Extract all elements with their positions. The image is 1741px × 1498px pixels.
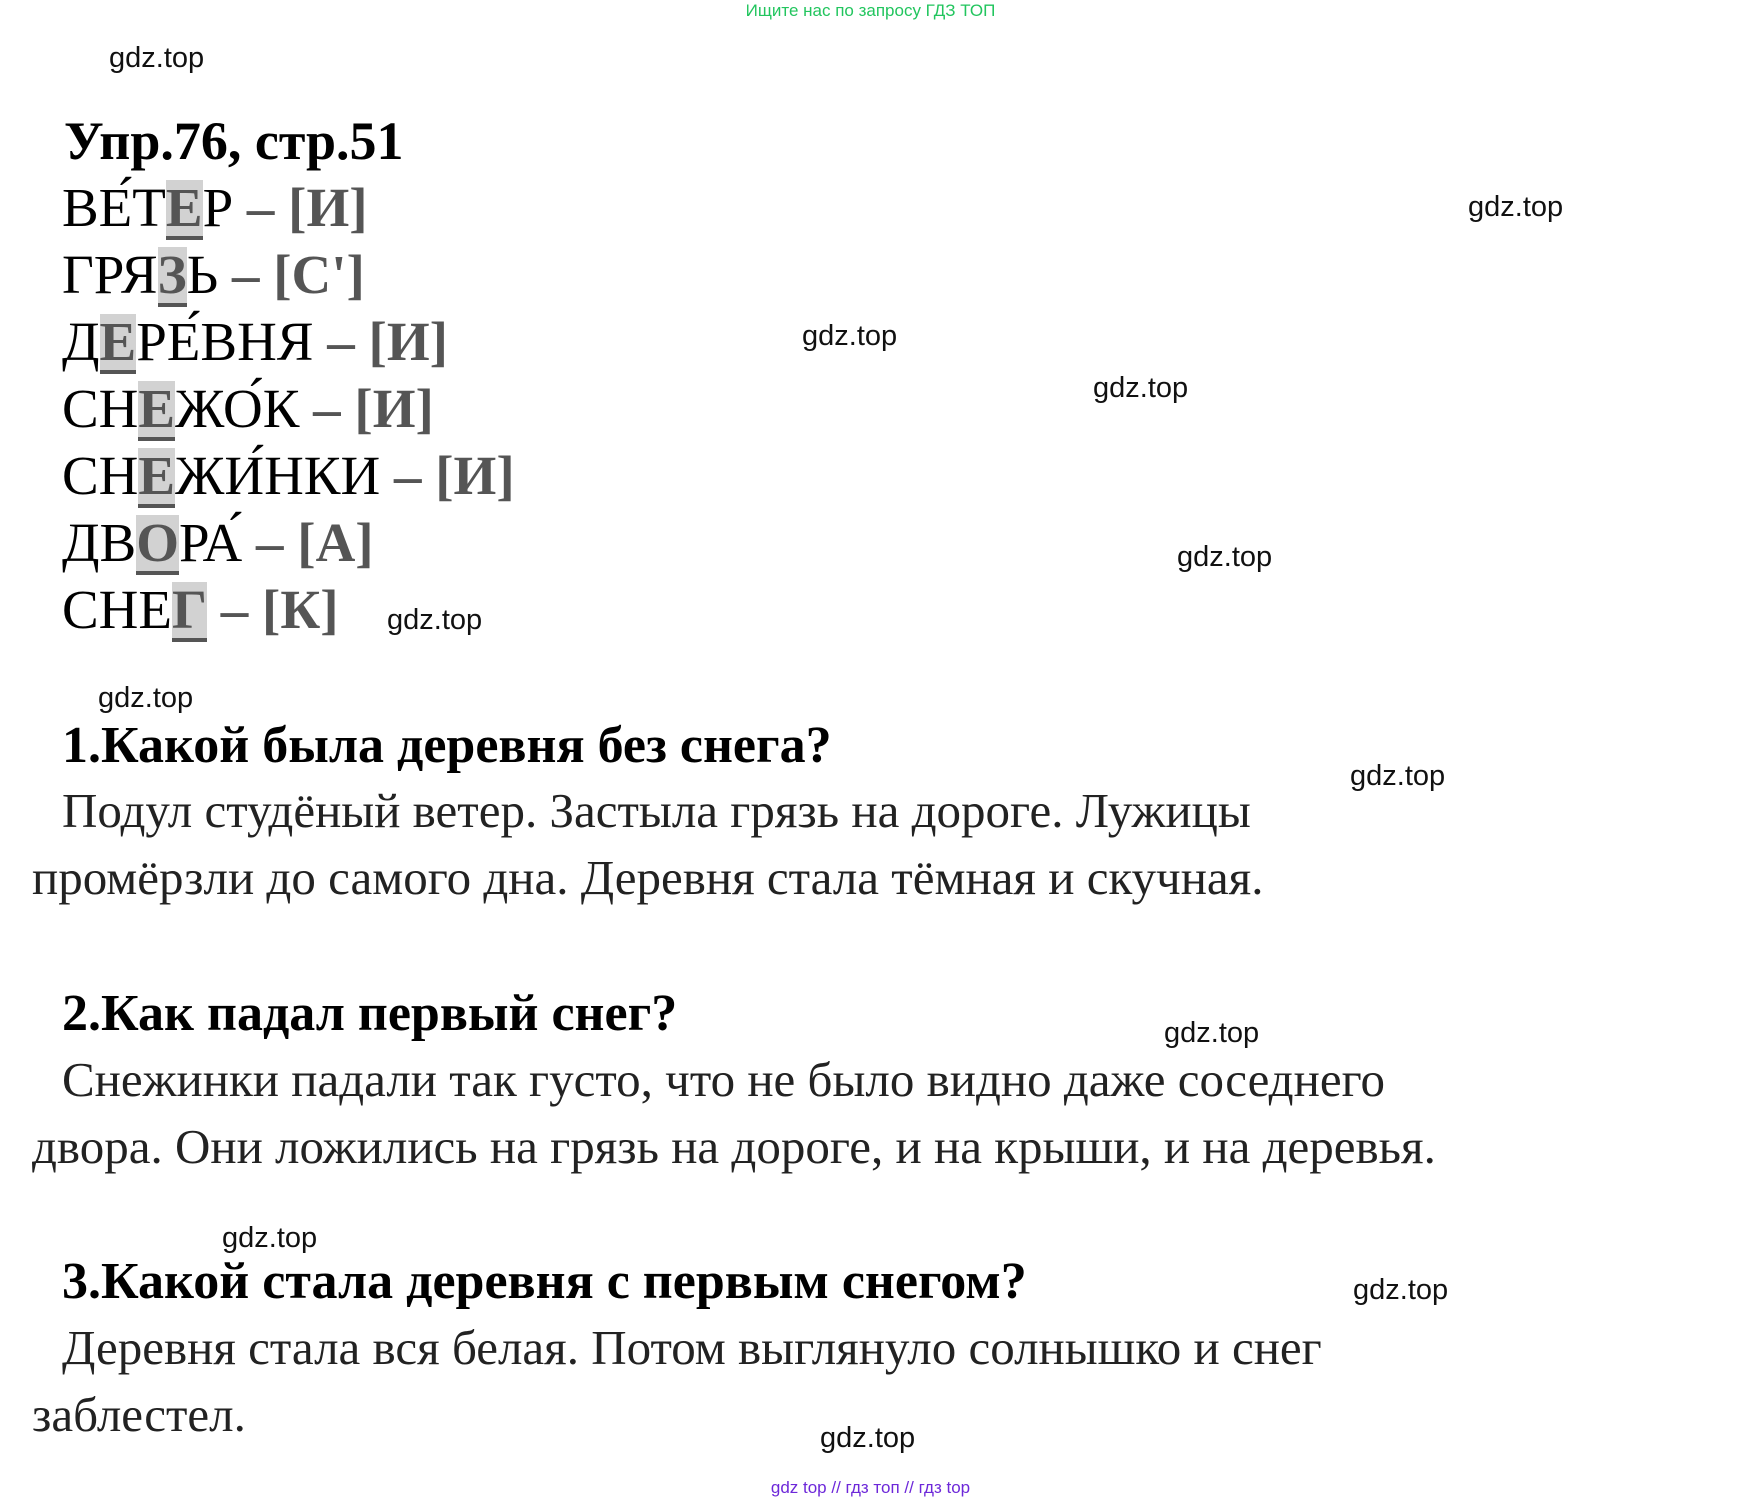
watermark: gdz.top: [1164, 1017, 1260, 1049]
question-heading: 3.Какой стала деревня с первым снегом?: [62, 1253, 1027, 1310]
footer-separator: //: [904, 1478, 914, 1497]
watermark: gdz.top: [820, 1422, 916, 1454]
highlighted-letter: Е: [165, 177, 203, 238]
sound-transcription: – [К]: [220, 579, 339, 640]
exercise-title: Упр.76, стр.51: [64, 111, 404, 171]
watermark: gdz.top: [1093, 372, 1189, 404]
word-suffix: [207, 579, 221, 640]
word-line: [62, 377, 434, 441]
highlighted-letter: О: [136, 512, 179, 573]
word-suffix: Ь: [186, 244, 219, 305]
top-banner-text: Ищите нас по запросу ГДЗ ТОП: [745, 1, 996, 20]
sound-transcription: – [С']: [231, 244, 365, 305]
word-suffix: РА́: [178, 512, 243, 573]
word-line: [62, 176, 368, 240]
word-line: [62, 578, 339, 642]
watermark: gdz.top: [1350, 760, 1446, 792]
word-suffix: ЖО́К: [175, 378, 300, 439]
footer-separator: //: [831, 1478, 841, 1497]
word-prefix: ГРЯ: [62, 244, 158, 305]
answer-text: заблестел.: [32, 1387, 246, 1442]
word-suffix: Р: [202, 177, 234, 238]
watermark: gdz.top: [1468, 191, 1564, 223]
watermark: gdz.top: [1353, 1274, 1449, 1306]
sound-transcription: – [И]: [393, 445, 515, 506]
word-line: [62, 511, 374, 575]
word-line: [62, 243, 365, 307]
word-prefix: СН: [62, 378, 139, 439]
sound-transcription: – [И]: [313, 378, 434, 439]
watermark: gdz.top: [98, 682, 194, 714]
highlighted-letter: Е: [99, 311, 137, 372]
watermark: gdz.top: [1177, 541, 1273, 573]
sound-transcription: – [И]: [246, 177, 368, 238]
word-prefix: СНЕ: [62, 579, 172, 640]
answer-text: двора. Они ложились на грязь на дороге, и на крыши, и на деревья.: [32, 1119, 1436, 1174]
word-line: [62, 310, 448, 374]
watermark: gdz.top: [222, 1222, 318, 1254]
sound-transcription: – [А]: [256, 512, 374, 573]
watermark: gdz.top: [109, 42, 205, 74]
word-suffix: РЕ́ВНЯ: [136, 311, 314, 372]
answer-text: Снежинки падали так густо, что не было видно даже соседнего: [62, 1052, 1385, 1107]
word-line: [62, 444, 515, 508]
word-suffix: ЖИ́НКИ: [175, 445, 381, 506]
word-prefix: ДВ: [62, 512, 137, 573]
footer-link[interactable]: gdz top: [770, 1478, 827, 1497]
highlighted-letter: Г: [172, 579, 207, 640]
word-prefix: СН: [62, 445, 139, 506]
sound-transcription: – [И]: [327, 311, 448, 372]
question-heading: 1.Какой была деревня без снега?: [62, 717, 832, 774]
footer-link[interactable]: гдз top: [918, 1478, 971, 1497]
answer-text: Деревня стала вся белая. Потом выглянуло солнышко и снег: [62, 1320, 1322, 1375]
footer-links: [0, 1478, 1741, 1498]
word-prefix: Д: [62, 311, 100, 372]
highlighted-letter: Е: [138, 445, 176, 506]
answer-text: Подул студёный ветер. Застыла грязь на дороге. Лужицы: [62, 783, 1251, 838]
word-prefix: ВЕ́Т: [62, 177, 166, 238]
watermark: gdz.top: [387, 604, 483, 636]
answer-text: промёрзли до самого дна. Деревня стала тёмная и скучная.: [32, 850, 1264, 905]
watermark: gdz.top: [802, 320, 898, 352]
highlighted-letter: З: [157, 244, 187, 305]
question-heading: 2.Как падал первый снег?: [62, 985, 678, 1042]
highlighted-letter: Е: [138, 378, 176, 439]
footer-link[interactable]: гдз топ: [845, 1478, 900, 1497]
